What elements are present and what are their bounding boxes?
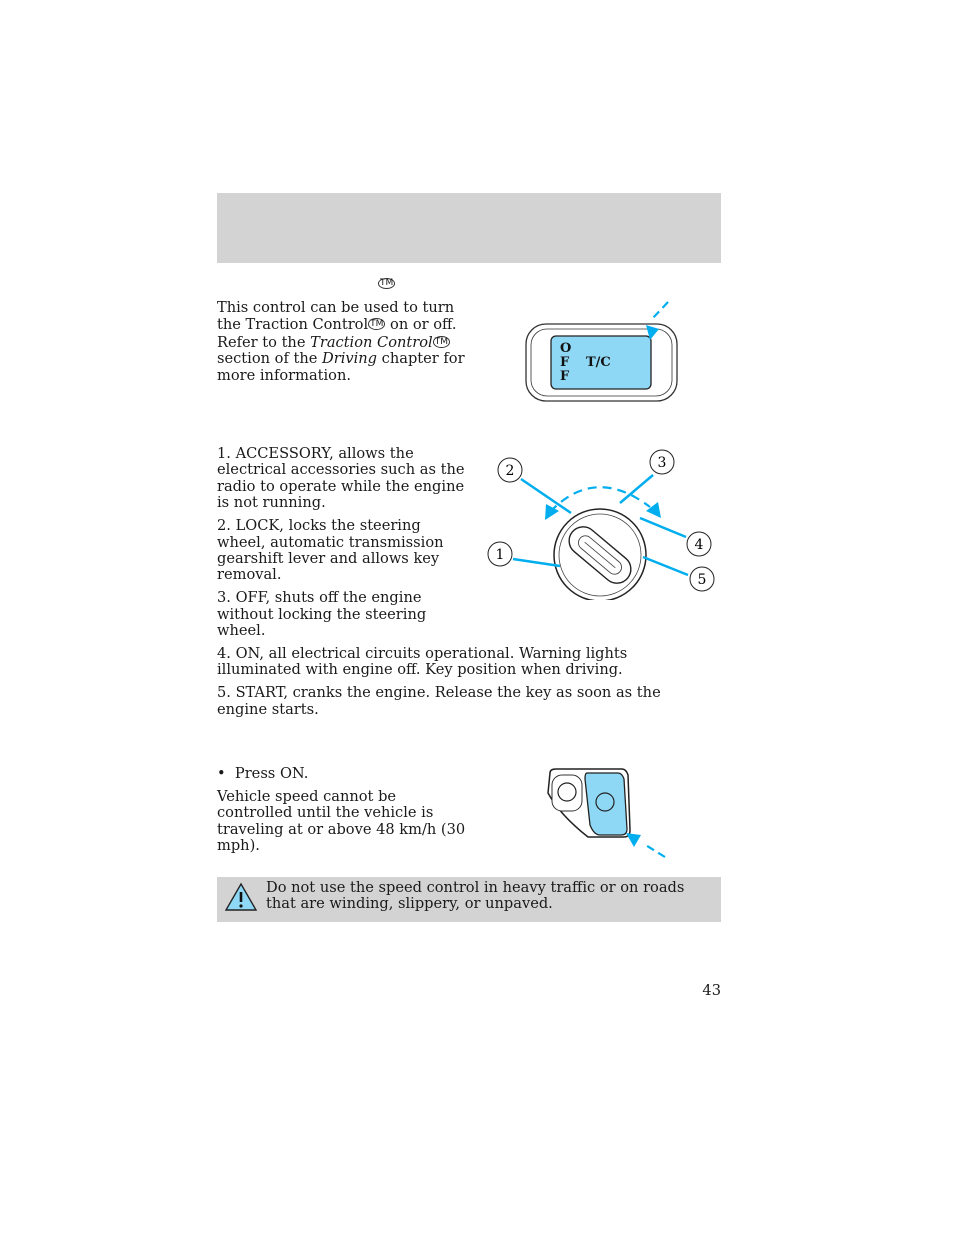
arrow-head-icon [626, 833, 641, 847]
ignition-item: 2. LOCK, locks the steering wheel, automatic transmission gearshift lever and allows key removal. [217, 517, 444, 584]
traction-control-button-illustration [520, 295, 690, 407]
tc-off-letter: F [560, 369, 570, 384]
callout-label: 1 [495, 547, 505, 563]
traction-control-text: This control can be used to turn the Traction Control ™ on or off. Refer to the Traction Control ™ section of the Driving chapter for more information. [217, 299, 465, 384]
callout-label: 2 [505, 463, 515, 479]
ignition-item: 5. START, cranks the engine. Release the key as soon as the engine starts. [217, 684, 661, 718]
ignition-item: 4. ON, all electrical circuits operational. Warning lights illuminated with engine off. Key position when driving. [217, 644, 628, 679]
callout-label: 5 [697, 572, 707, 588]
warning-text: Do not use the speed control in heavy traffic or on roads that are winding, slippery, or unpaved. [266, 879, 685, 913]
ignition-diagram [480, 445, 725, 600]
bullet-item: • Press ON. [217, 765, 309, 782]
speed-control-text [217, 766, 467, 861]
speed-control-illustration [540, 765, 670, 865]
page-number: 43 [702, 982, 721, 999]
tc-button-label: T/C [586, 355, 611, 370]
warning-icon [224, 882, 258, 912]
speed-control-note: Vehicle speed cannot be controlled until the vehicle is traveling at or above 48 km/h (30 mph). [217, 787, 466, 855]
callout-label: 3 [657, 455, 667, 471]
ignition-item: 1. ACCESSORY, allows the electrical accessories such as the radio to operate while the engine is not running. [217, 445, 465, 512]
ignition-item: 3. OFF, shuts off the engine without locking the steering wheel. [217, 589, 427, 640]
tm-mark: TM [380, 278, 394, 288]
arrow-dashed [652, 302, 668, 319]
arrow-dashed [644, 844, 665, 857]
tc-off-letter: O [560, 341, 572, 356]
header-bar [217, 193, 721, 263]
callout-label: 4 [694, 537, 704, 553]
tc-off-letter: F [560, 355, 570, 370]
off-button-icon [558, 783, 576, 801]
